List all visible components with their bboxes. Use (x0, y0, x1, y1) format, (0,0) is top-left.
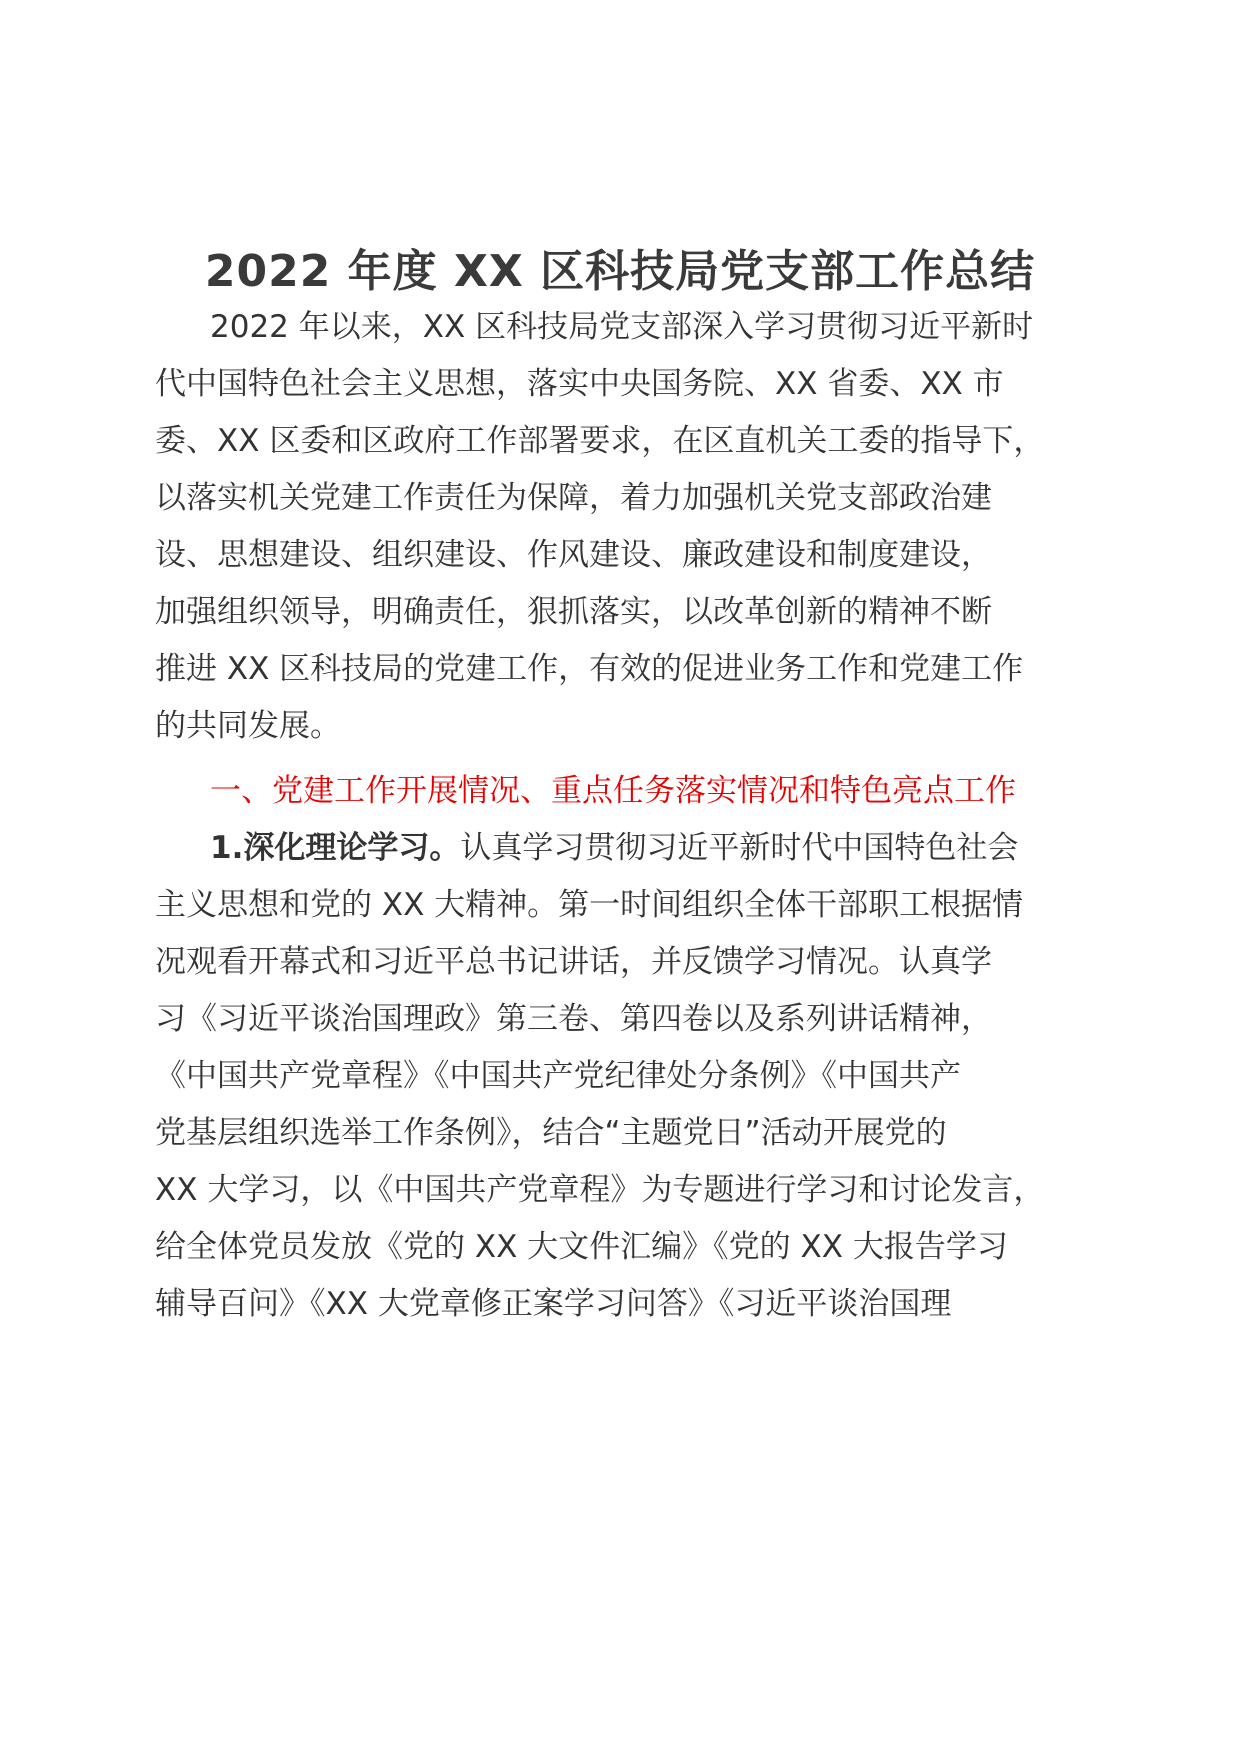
item1-first-line (210, 828, 1018, 868)
intro-line-4: 以落实机关党建工作责任为保障，着力加强机关党支部政治建 (155, 480, 992, 516)
item1-line-8: 给全体党员发放《党的 XX 大文件汇编》《党的 XX 大报告学习 (155, 1229, 1008, 1265)
item1-line-7: XX 大学习，以《中国共产党章程》为专题进行学习和讨论发言， (155, 1172, 1045, 1208)
item1-line-9: 辅导百问》《XX 大党章修正案学习问答》《习近平谈治国理 (155, 1286, 952, 1322)
intro-line-2: 代中国特色社会主义思想，落实中央国务院、XX 省委、XX 市 (155, 366, 1004, 402)
section-heading: 一、党建工作开展情况、重点任务落实情况和特色亮点工作 (210, 773, 1016, 809)
item1-line-4: 习《习近平谈治国理政》第三卷、第四卷以及系列讲话精神， (155, 1001, 992, 1037)
intro-line-6: 加强组织领导，明确责任，狠抓落实，以改革创新的精神不断 (155, 594, 992, 630)
intro-line-7: 推进 XX 区科技局的党建工作，有效的促进业务工作和党建工作 (155, 651, 1024, 687)
intro-line-3: 委、XX 区委和区政府工作部署要求，在区直机关工委的指导下， (155, 423, 1045, 459)
intro-line-5: 设、思想建设、组织建设、作风建设、廉政建设和制度建设， (155, 537, 992, 573)
item1-line-6: 党基层组织选举工作条例》，结合“主题党日”活动开展党的 (155, 1115, 947, 1151)
item1-label: 1.深化理论学习。 (210, 830, 461, 866)
item1-first-line-text: 认真学习贯彻习近平新时代中国特色社会 (460, 830, 1019, 866)
document-title: 2022 年度 XX 区科技局党支部工作总结 (204, 246, 1036, 297)
item1-line-5: 《中国共产党章程》《中国共产党纪律处分条例》《中国共产 (155, 1058, 961, 1094)
intro-line-8: 的共同发展。 (155, 708, 341, 744)
intro-line-1: 2022 年以来，XX 区科技局党支部深入学习贯彻习近平新时 (210, 309, 1034, 345)
item1-line-3: 况观看开幕式和习近平总书记讲话，并反馈学习情况。认真学 (155, 944, 992, 980)
item1-line-2: 主义思想和党的 XX 大精神。第一时间组织全体干部职工根据情 (155, 887, 1024, 923)
